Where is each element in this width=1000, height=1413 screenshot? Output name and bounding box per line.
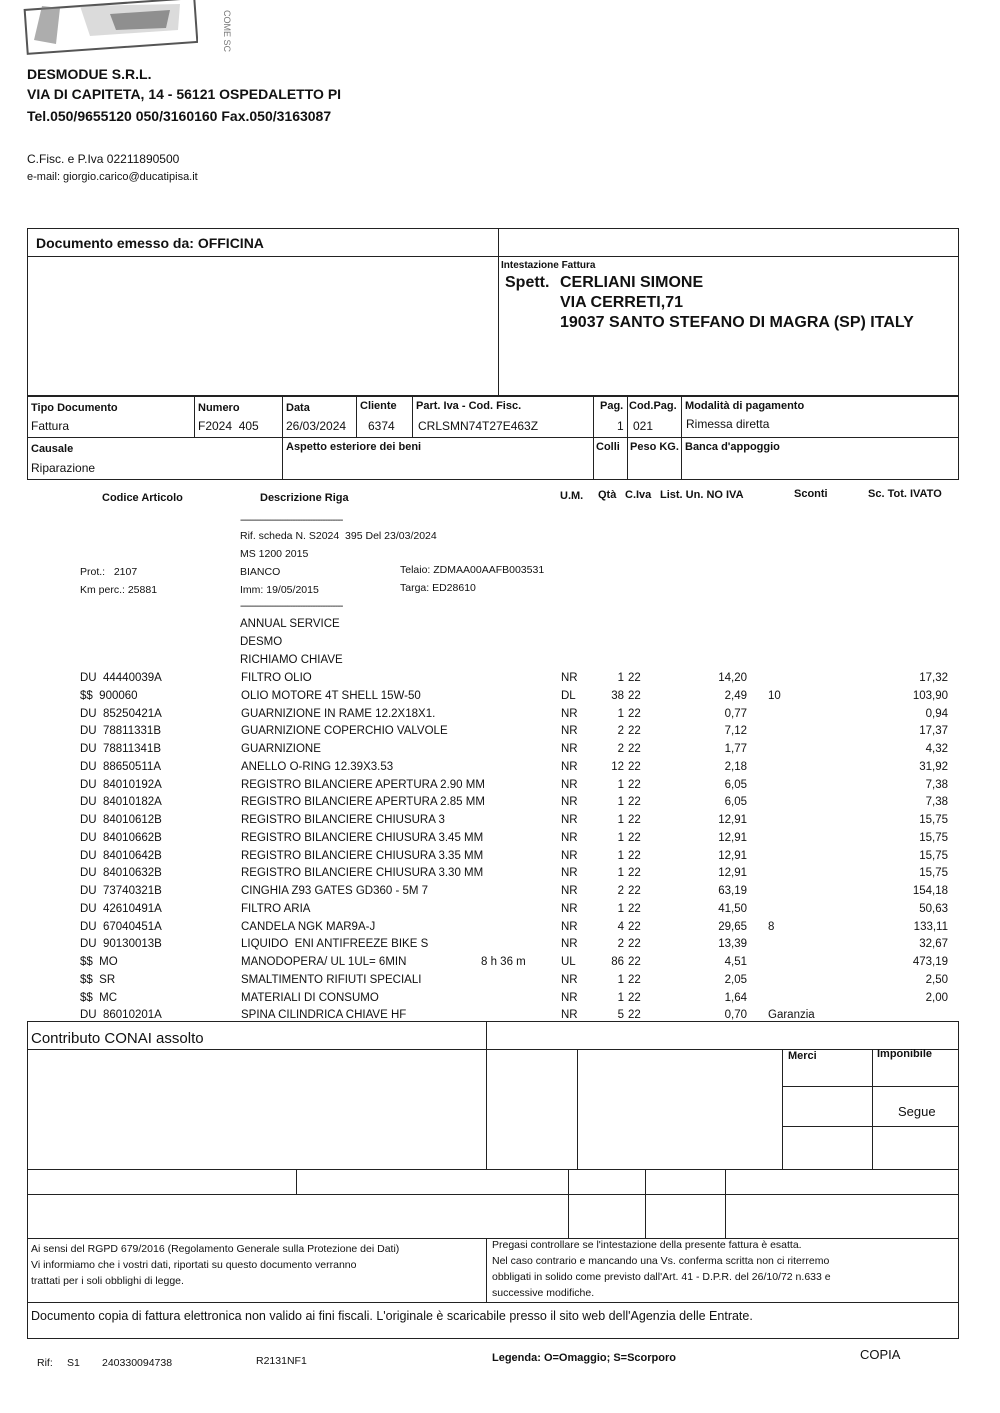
line-code: DU 84010662B (80, 832, 162, 844)
col-civa: C.Iva (625, 489, 652, 501)
line-qta: 1 (617, 832, 624, 844)
line-iva: 22 (628, 938, 641, 950)
line-description: MANODOPERA/ UL 1UL= 6MIN (241, 956, 407, 968)
line-um: NR (561, 796, 578, 808)
line-total: 31,92 (919, 761, 948, 773)
line-um: NR (561, 867, 578, 879)
company-name: DESMODUE S.R.L. (27, 66, 152, 82)
line-code: $$ MC (80, 992, 118, 1004)
line-total: 32,67 (919, 938, 948, 950)
modalita-value: Rimessa diretta (686, 417, 770, 431)
line-price: 2,05 (724, 974, 747, 986)
line-iva: 22 (628, 672, 641, 684)
line-description: SPINA CILINDRICA CHIAVE HF (241, 1009, 407, 1021)
col-codice: Codice Articolo (102, 492, 183, 504)
line-iva: 22 (628, 1009, 641, 1021)
line-total: 17,37 (919, 725, 948, 737)
line-um: NR (561, 779, 578, 791)
banca-label: Banca d'appoggio (685, 441, 780, 453)
tipo-label: Tipo Documento (31, 402, 118, 414)
cliente-label: Cliente (360, 400, 397, 412)
line-description: ANELLO O-RING 12.39X3.53 (241, 761, 394, 773)
line-price: 1,77 (724, 743, 747, 755)
issuer-label: Documento emesso da: OFFICINA (36, 235, 264, 251)
line-qta: 2 (617, 885, 624, 897)
line-qta: 2 (617, 725, 624, 737)
line-iva: 22 (628, 796, 641, 808)
privacy-line: Ai sensi del RGPD 679/2016 (Regolamento Generale sulla Protezione dei Dati) (31, 1243, 400, 1255)
merci-label: Merci (788, 1050, 817, 1062)
line-code: DU 86010201A (80, 1009, 162, 1021)
vehicle-color: BIANCO (240, 566, 281, 578)
line-total: 2,00 (925, 992, 948, 1004)
line-um: NR (561, 992, 578, 1004)
codpag-label: Cod.Pag. (629, 400, 677, 412)
line-price: 29,65 (718, 921, 747, 933)
aspetto-label: Aspetto esteriore dei beni (286, 441, 422, 453)
line-um: NR (561, 974, 578, 986)
line-price: 63,19 (718, 885, 747, 897)
line-iva: 22 (628, 832, 641, 844)
line-code: $$ 900060 (80, 690, 138, 702)
line-description: GUARNIZIONE COPERCHIO VALVOLE (241, 725, 448, 737)
line-total: 103,90 (912, 690, 948, 702)
customer-section-label: Intestazione Fattura (501, 260, 596, 271)
line-qta: 5 (617, 1009, 624, 1021)
line-total: 15,75 (919, 867, 948, 879)
line-iva: 22 (628, 814, 641, 826)
vehicle-imm: Imm: 19/05/2015 (240, 584, 319, 596)
line-code: DU 88650511A (80, 761, 161, 773)
conai-note: Contributo CONAI assolto (31, 1030, 204, 1047)
line-description: REGISTRO BILANCIERE APERTURA 2.90 MM (241, 779, 485, 791)
line-iva: 22 (628, 974, 641, 986)
line-qta: 1 (617, 796, 624, 808)
line-total: 154,18 (912, 885, 948, 897)
rif-code: R2131NF1 (256, 1355, 307, 1367)
line-description: REGISTRO BILANCIERE CHIUSURA 3.30 MM (241, 867, 484, 879)
tipo-value: Fattura (31, 419, 70, 433)
line-price: 14,20 (718, 672, 747, 684)
line-um: DL (561, 690, 576, 702)
line-total: 50,63 (919, 903, 948, 915)
codpag-value: 021 (633, 419, 654, 433)
header-box (27, 228, 959, 396)
line-total: 7,38 (925, 796, 948, 808)
line-um: NR (561, 903, 578, 915)
line-qta: 2 (617, 743, 624, 755)
line-iva: 22 (628, 956, 641, 968)
line-description: FILTRO ARIA (241, 903, 311, 915)
service-line: ANNUAL SERVICE (240, 618, 340, 630)
line-qta: 1 (617, 672, 624, 684)
causale-value: Riparazione (31, 461, 96, 475)
line-um: NR (561, 832, 578, 844)
line-discount: 8 (768, 921, 775, 933)
line-price: 1,64 (724, 992, 747, 1004)
cliente-value: 6374 (368, 419, 395, 433)
modalita-label: Modalità di pagamento (685, 400, 805, 412)
line-iva: 22 (628, 779, 641, 791)
line-um: UL (561, 956, 576, 968)
line-description: OLIO MOTORE 4T SHELL 15W-50 (241, 690, 421, 702)
company-tax-id: C.Fisc. e P.Iva 02211890500 (27, 152, 180, 166)
line-total: 4,32 (925, 743, 948, 755)
company-logo (20, 0, 198, 56)
pregasi-line: successive modifiche. (492, 1287, 595, 1299)
line-note: 8 h 36 m (481, 956, 526, 968)
line-qta: 1 (617, 992, 624, 1004)
pregasi-line: Nel caso contrario e mancando una Vs. conferma scritta non ci riterremo (492, 1255, 830, 1267)
line-price: 7,12 (724, 725, 747, 737)
line-description: REGISTRO BILANCIERE CHIUSURA 3.35 MM (241, 850, 484, 862)
line-code: DU 90130013B (80, 938, 162, 950)
legenda: Legenda: O=Omaggio; S=Scorporo (492, 1352, 676, 1364)
rif-scheda: Rif. scheda N. S2024 395 Del 23/03/2024 (240, 530, 437, 542)
line-description: REGISTRO BILANCIERE APERTURA 2.85 MM (241, 796, 485, 808)
line-price: 4,51 (724, 956, 747, 968)
line-um: NR (561, 885, 578, 897)
line-iva: 22 (628, 708, 641, 720)
line-price: 6,05 (724, 796, 747, 808)
line-price: 12,91 (718, 832, 747, 844)
privacy-line: trattati per i soli obblighi di legge. (31, 1275, 184, 1287)
service-line: RICHIAMO CHIAVE (240, 654, 343, 666)
line-price: 41,50 (718, 903, 747, 915)
line-price: 6,05 (724, 779, 747, 791)
line-code: $$ MO (80, 956, 118, 968)
service-line: DESMO (240, 636, 283, 648)
line-description: GUARNIZIONE (241, 743, 321, 755)
divider-text: ----------------------------------------- (240, 600, 343, 612)
line-price: 12,91 (718, 850, 747, 862)
numero-label: Numero (198, 402, 240, 414)
line-iva: 22 (628, 921, 641, 933)
line-code: DU 85250421A (80, 708, 162, 720)
rif-series: S1 (67, 1357, 80, 1369)
rif-number: 240330094738 (102, 1357, 173, 1369)
line-total: 0,94 (925, 708, 948, 720)
imponibile-label: Imponibile (877, 1048, 932, 1060)
piva-value: CRLSMN74T27E463Z (418, 419, 539, 433)
line-code: DU 73740321B (80, 885, 162, 897)
line-price: 2,49 (724, 690, 747, 702)
prot-number: Prot.: 2107 (80, 566, 138, 578)
line-code: DU 84010632B (80, 867, 162, 879)
line-iva: 22 (628, 761, 641, 773)
company-address: VIA DI CAPITETA, 14 - 56121 OSPEDALETTO PI (27, 86, 342, 102)
line-code: DU 44440039A (80, 672, 162, 684)
line-price: 0,70 (724, 1009, 747, 1021)
peso-label: Peso KG. (630, 441, 679, 453)
data-value: 26/03/2024 (286, 419, 347, 433)
line-qta: 4 (617, 921, 624, 933)
vehicle-model: MS 1200 2015 (240, 548, 309, 560)
line-discount: 10 (768, 690, 781, 702)
line-iva: 22 (628, 690, 641, 702)
pag-value: 1 (617, 419, 624, 433)
line-um: NR (561, 708, 578, 720)
company-email: e-mail: giorgio.carico@ducatipisa.it (27, 171, 198, 183)
vehicle-targa: Targa: ED28610 (400, 582, 476, 594)
line-description: CANDELA NGK MAR9A-J (241, 921, 376, 933)
divider-text: ----------------------------------------- (240, 514, 343, 526)
col-listino: List. Un. NO IVA (660, 489, 744, 501)
line-um: NR (561, 743, 578, 755)
line-qta: 1 (617, 814, 624, 826)
company-phones: Tel.050/9655120 050/3160160 Fax.050/3163087 (27, 108, 332, 124)
line-qta: 86 (611, 956, 624, 968)
line-total: 15,75 (919, 832, 948, 844)
line-qta: 1 (617, 903, 624, 915)
line-code: DU 84010612B (80, 814, 162, 826)
line-iva: 22 (628, 850, 641, 862)
line-iva: 22 (628, 992, 641, 1004)
rif-label: Rif: (37, 1357, 53, 1369)
col-totale: Sc. Tot. IVATO (868, 488, 942, 500)
customer-salutation: Spett. (505, 274, 550, 291)
line-price: 0,77 (724, 708, 747, 720)
line-iva: 22 (628, 743, 641, 755)
legal-notice: Documento copia di fattura elettronica non valido ai fini fiscali. L'originale è scaricabile presso il sito web dell'Agenzia delle Entrate. (31, 1309, 753, 1323)
line-um: NR (561, 938, 578, 950)
line-qta: 38 (611, 690, 624, 702)
line-description: MATERIALI DI CONSUMO (241, 992, 379, 1004)
line-total: 2,50 (925, 974, 948, 986)
copia-label: COPIA (860, 1347, 901, 1362)
line-qta: 1 (617, 867, 624, 879)
segue-label: Segue (898, 1104, 936, 1119)
pregasi-line: Pregasi controllare se l'intestazione della presente fattura è esatta. (492, 1239, 802, 1251)
line-iva: 22 (628, 903, 641, 915)
customer-name: CERLIANI SIMONE (560, 274, 704, 291)
col-descrizione: Descrizione Riga (260, 492, 349, 504)
line-description: FILTRO OLIO (241, 672, 312, 684)
line-qta: 1 (617, 779, 624, 791)
col-um: U.M. (560, 490, 584, 502)
line-um: NR (561, 850, 578, 862)
line-description: LIQUIDO ENI ANTIFREEZE BIKE S (241, 938, 429, 950)
line-description: REGISTRO BILANCIERE CHIUSURA 3 (241, 814, 445, 826)
line-um: NR (561, 672, 578, 684)
line-code: DU 84010192A (80, 779, 162, 791)
customer-city: 19037 SANTO STEFANO DI MAGRA (SP) ITALY (560, 314, 914, 331)
line-qta: 1 (617, 850, 624, 862)
line-description: SMALTIMENTO RIFIUTI SPECIALI (241, 974, 422, 986)
pregasi-line: obbligati in solido come previsto dall'Art. 41 - D.P.R. del 26/10/72 n.633 e (492, 1271, 831, 1283)
line-code: DU 42610491A (80, 903, 162, 915)
colli-label: Colli (596, 441, 620, 453)
side-stamp: COME SC (222, 10, 232, 53)
line-um: NR (561, 725, 578, 737)
col-sconti: Sconti (794, 488, 828, 500)
line-code: DU 78811341B (80, 743, 161, 755)
line-total: 15,75 (919, 850, 948, 862)
line-total: 17,32 (919, 672, 948, 684)
line-um: NR (561, 1009, 578, 1021)
line-code: DU 78811331B (80, 725, 161, 737)
line-code: $$ SR (80, 974, 116, 986)
km-perc: Km perc.: 25881 (80, 584, 158, 596)
line-total: 15,75 (919, 814, 948, 826)
line-qta: 12 (611, 761, 624, 773)
customer-street: VIA CERRETI,71 (560, 294, 683, 311)
pag-label: Pag. (600, 400, 624, 412)
data-label: Data (286, 402, 310, 414)
causale-label: Causale (31, 443, 74, 455)
line-description: REGISTRO BILANCIERE CHIUSURA 3.45 MM (241, 832, 484, 844)
line-code: DU 84010642B (80, 850, 162, 862)
line-um: NR (561, 814, 578, 826)
line-description: GUARNIZIONE IN RAME 12.2X18X1. (241, 708, 436, 720)
line-code: DU 84010182A (80, 796, 162, 808)
line-code: DU 67040451A (80, 921, 162, 933)
line-price: 2,18 (724, 761, 747, 773)
line-iva: 22 (628, 885, 641, 897)
vehicle-telaio: Telaio: ZDMAA00AAFB003531 (400, 564, 545, 576)
line-um: NR (561, 921, 578, 933)
line-description: CINGHIA Z93 GATES GD360 - 5M 7 (241, 885, 429, 897)
line-iva: 22 (628, 725, 641, 737)
line-price: 13,39 (718, 938, 747, 950)
line-total: 473,19 (912, 956, 948, 968)
line-qta: 1 (617, 708, 624, 720)
privacy-line: Vi informiamo che i vostri dati, riportati su questo documento verranno (31, 1259, 357, 1271)
piva-label: Part. Iva - Cod. Fisc. (416, 400, 522, 412)
line-price: 12,91 (718, 867, 747, 879)
numero-value: F2024 405 (198, 419, 259, 433)
line-qta: 1 (617, 974, 624, 986)
line-total: 133,11 (913, 921, 948, 933)
line-price: 12,91 (718, 814, 747, 826)
line-iva: 22 (628, 867, 641, 879)
line-discount: Garanzia (768, 1009, 815, 1021)
line-total: 7,38 (925, 779, 948, 791)
line-um: NR (561, 761, 578, 773)
line-qta: 2 (617, 938, 624, 950)
col-qta: Qtà (598, 489, 617, 501)
